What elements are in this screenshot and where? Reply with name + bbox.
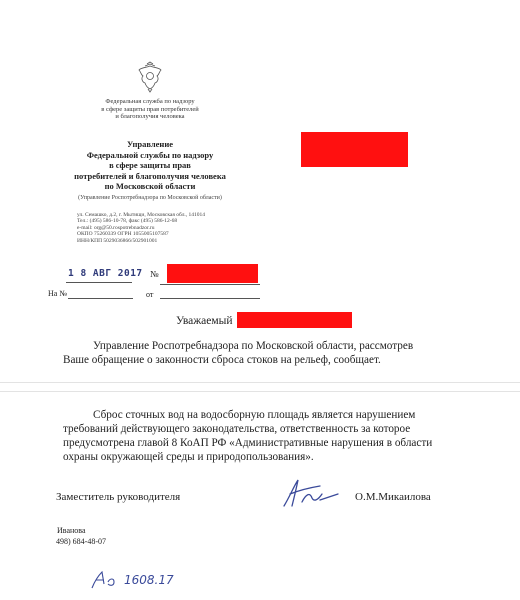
svg-text:1608.17: 1608.17 <box>124 573 174 587</box>
redaction-number <box>167 264 258 283</box>
body-paragraph <box>63 408 468 464</box>
office-line-5: по Московской области <box>104 181 196 191</box>
address-line-3: e-mail: org@50.rospotrebnadzor.ru <box>77 224 155 231</box>
body-line-1: Сброс сточных вод на водосборную площадь является нарушением <box>93 409 416 421</box>
ot-underline <box>160 298 260 299</box>
intro-line-1: Управление Роспотребнадзора по Московской области, рассмотрев <box>93 340 414 352</box>
date-underline <box>66 282 132 283</box>
date-stamp: 1 8 АВГ 2017 <box>68 268 143 279</box>
address-line-5: ИНН/КПП 5029036866/502901001 <box>77 237 158 244</box>
office-short-name: (Управление Роспотребнадзора по Московской области) <box>78 195 222 201</box>
office-line-3: в сфере защиты прав <box>109 160 191 170</box>
agency-header <box>70 98 230 121</box>
number-sign: № <box>150 269 159 279</box>
address-line-4: ОКПО 75260339 ОГРН 1055005107587 <box>77 231 169 238</box>
office-line-4: потребителей и благополучия человека <box>74 170 226 181</box>
agency-line-3: и благополучия человека <box>115 113 185 120</box>
intro-paragraph <box>63 339 468 367</box>
emblem-logo <box>133 60 167 94</box>
body-line-2: требований действующего законодательства, ответственность за которое <box>63 423 411 435</box>
handwritten-note <box>88 564 198 592</box>
handwritten-signature <box>280 476 340 512</box>
agency-line-2: в сфере защиты прав потребителей <box>101 105 199 113</box>
page-separator <box>0 382 520 392</box>
executor-phone: 498) 684-48-07 <box>56 537 106 546</box>
number-underline <box>160 284 260 285</box>
office-line-2: Федеральной службы по надзору <box>86 149 214 160</box>
na-label: На № <box>48 289 67 298</box>
salutation: Уважаемый <box>176 315 233 327</box>
executor-name: Иванова <box>57 526 86 535</box>
na-underline <box>68 298 133 299</box>
intro-line-2: Ваше обращение о законности сброса стоков на рельеф, сообщает. <box>63 354 381 366</box>
body-line-3: предусмотрена главой 8 КоАП РФ «Административные нарушения в области <box>63 437 433 449</box>
redaction-recipient <box>301 132 408 167</box>
redaction-addressee <box>237 312 352 328</box>
signer-name: О.М.Микаилова <box>355 491 431 503</box>
signer-title: Заместитель руководителя <box>56 491 181 503</box>
agency-line-1: Федеральная служба по надзору <box>105 98 195 105</box>
ot-label: от <box>146 290 154 299</box>
address-block <box>77 212 257 244</box>
address-line-2: Тел.: (495) 586-10-78, факс (495) 586-12-68 <box>77 218 178 225</box>
office-line-1: Управление <box>126 139 173 149</box>
address-line-1: ул. Семашко, д.2, г. Мытищи, Московская обл., 141014 <box>77 212 206 218</box>
office-header <box>50 139 250 192</box>
body-line-4: охраны окружающей среды и природопользования». <box>63 451 314 463</box>
